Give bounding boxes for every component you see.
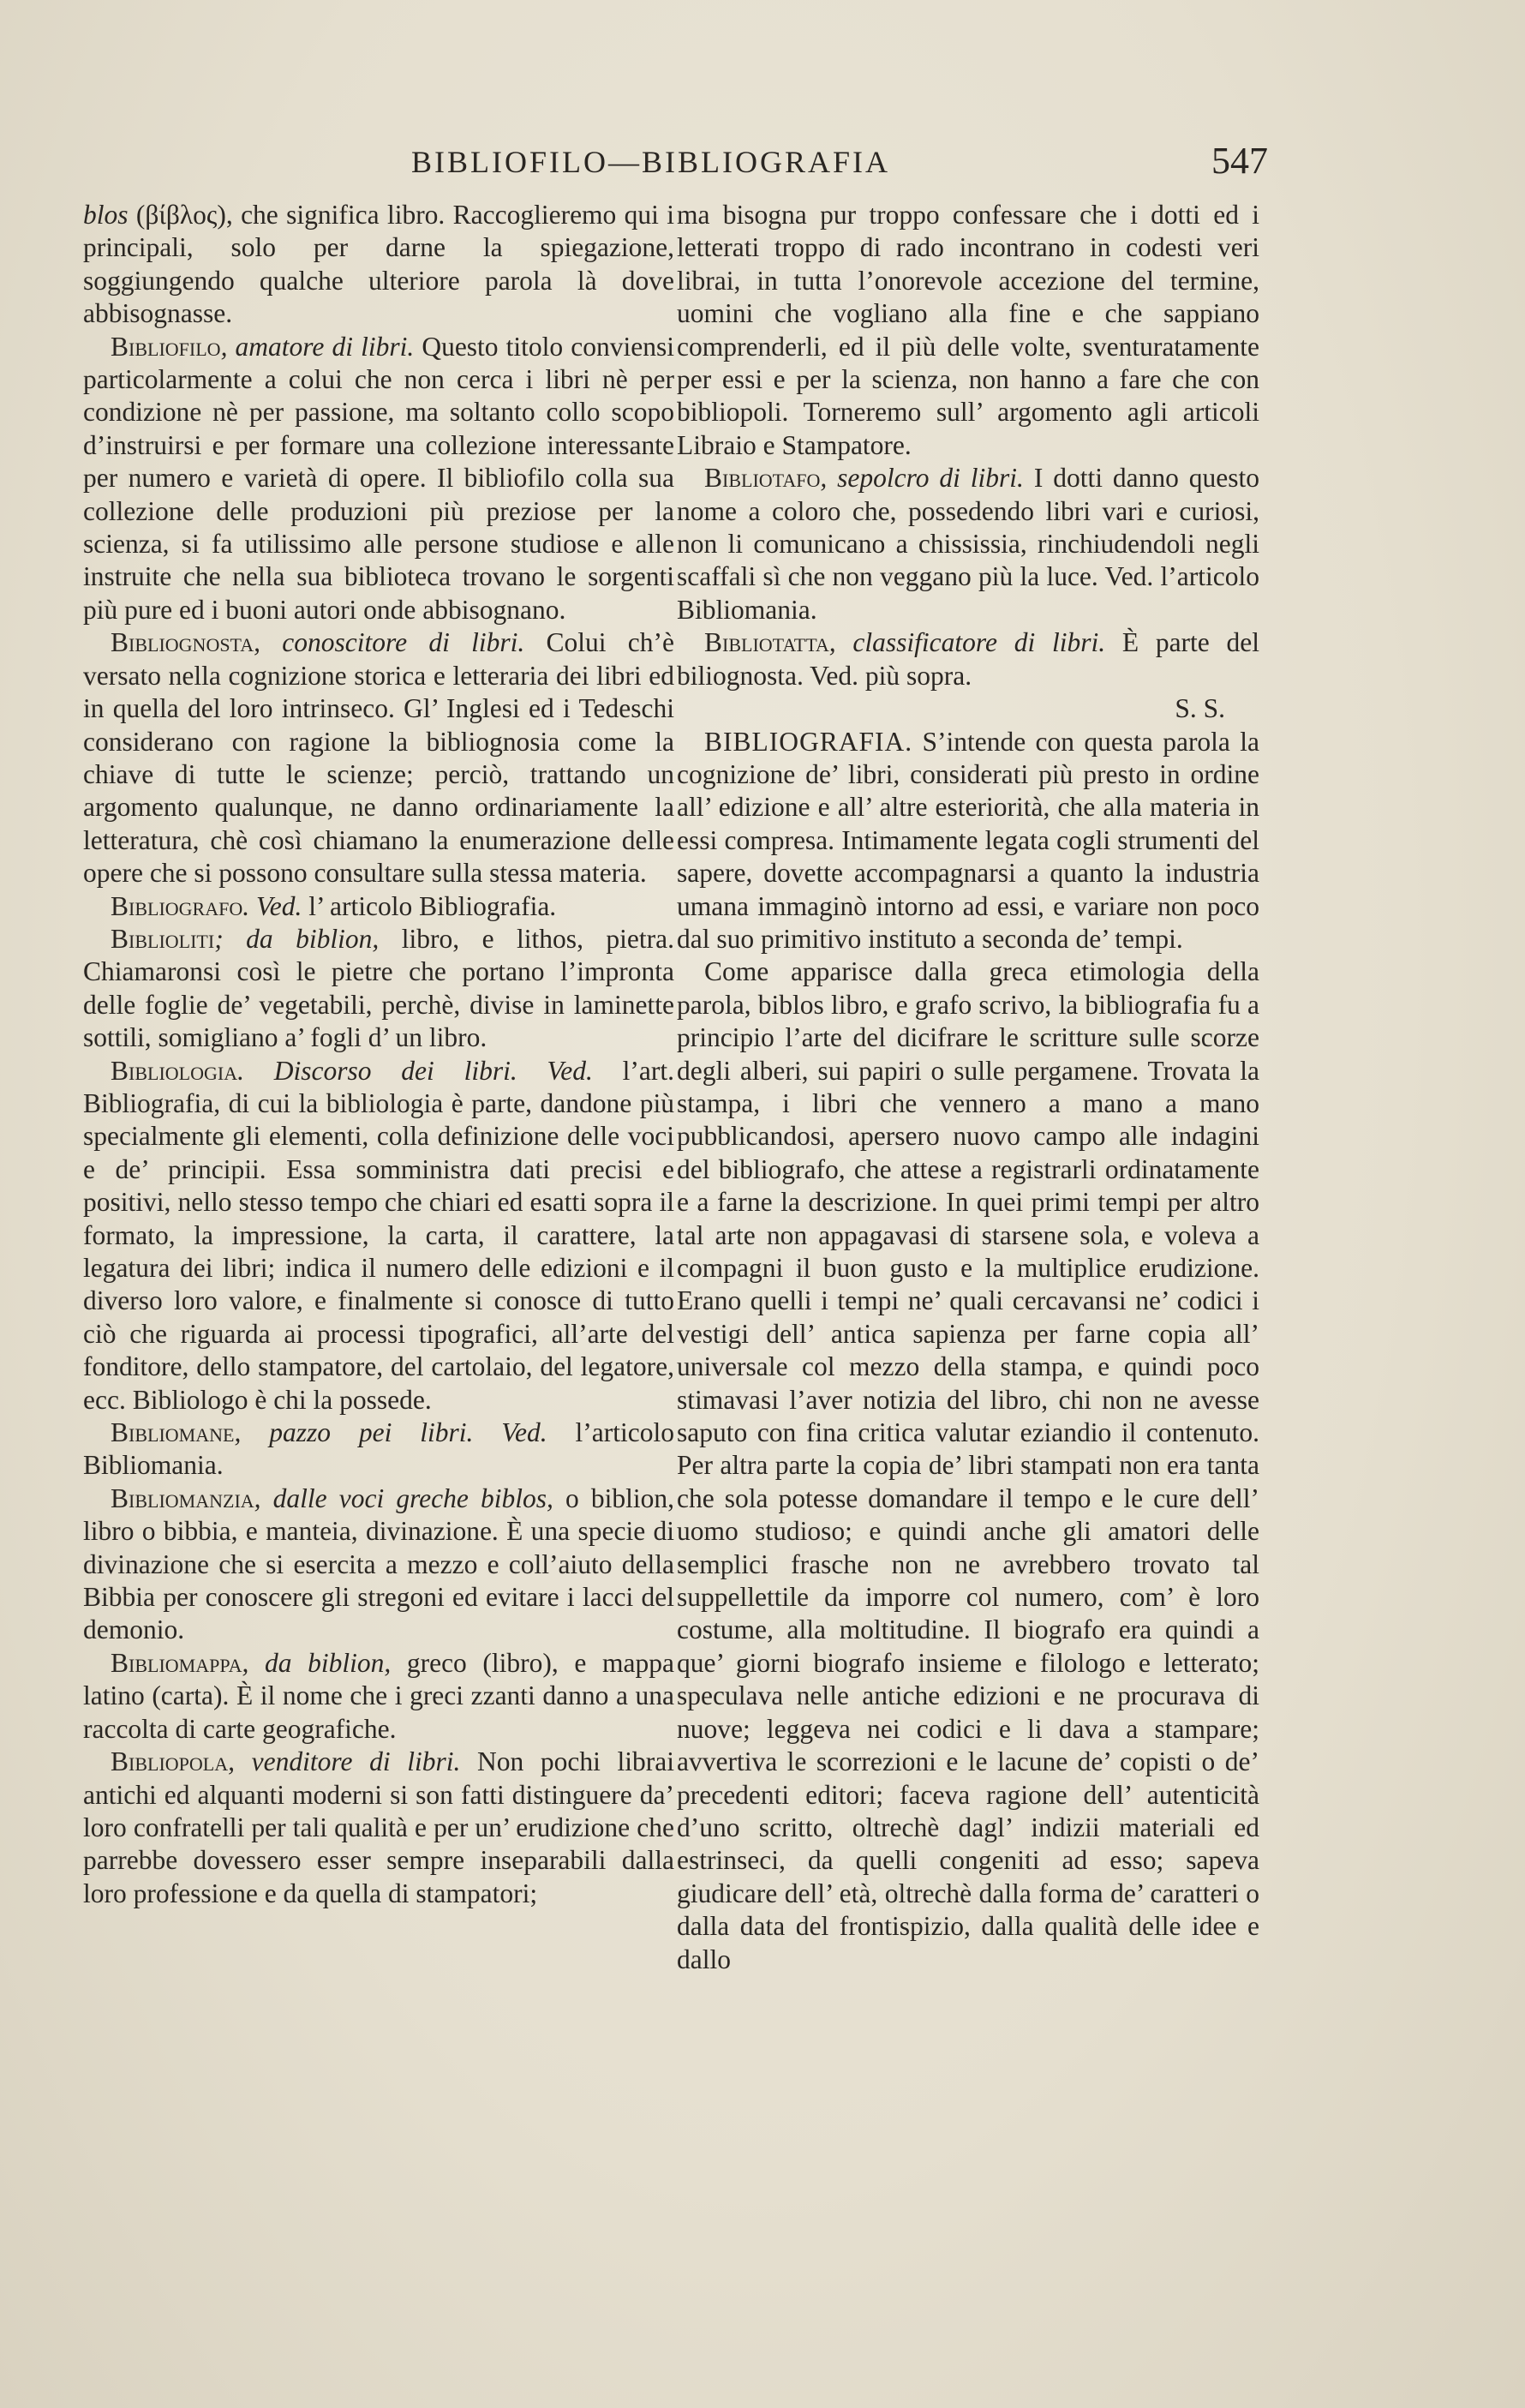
page-header (86, 140, 1268, 189)
entry-paragraph (677, 199, 1259, 462)
entry-text: l’articolo Bibliomania. (83, 1417, 674, 1481)
entry-text: È parte del biliognosta. Ved. più sopra. (677, 627, 1259, 691)
entry-text: l’ articolo Bibliografia. (302, 890, 557, 921)
entry-text: ma bisogna pur troppo confessare che i dotti ed i letterati troppo di rado incontrano in codesti veri librai, in tutta l’onorevole accezione del termine, uomini che vogliano alla fine e che sappiano comprenderli, ed il più delle volte, sventuratamente per essi e per la scienza, non hanno a fare che con bibliopoli. Torneremo sull’ argomento agli articoli Libraio e Stampatore. (677, 200, 1259, 460)
entry-paragraph (677, 726, 1259, 956)
entry-gloss: . Discorso dei libri. Ved. (237, 1055, 593, 1086)
entry-gloss: , da biblion, (242, 1647, 392, 1678)
entry-paragraph (677, 626, 1259, 692)
entry-gloss: ; da biblion, (214, 923, 380, 954)
entry-headword: Bibliofilo (111, 331, 221, 362)
entry-headword: Bibliognosta (111, 627, 254, 658)
author-signature: S. S. (1175, 693, 1225, 724)
entry-gloss: , sepolcro di libri. (820, 463, 1024, 494)
entry-text: Non pochi librai antichi ed alquanti moderni si son fatti distinguere da’ loro confratelli per tali qualità e per un’ erudizione che parrebbe dovessero esser sempre inseparabili dalla loro professione e da quella di stampatori; (83, 1746, 674, 1908)
entry-text: (βίβλος), che significa libro. Raccoglieremo qui i principali, solo per darne la spiegazione, soggiungendo qualche ulteriore parola là dove abbisognasse. (83, 200, 674, 329)
entry-gloss: , conoscitore di libri. (254, 627, 525, 658)
entry-paragraph (83, 331, 674, 627)
entry-paragraph (83, 1417, 674, 1483)
entry-paragraph (83, 923, 674, 1055)
entry-paragraph (677, 462, 1259, 626)
entry-gloss: , amatore di libri. (220, 331, 415, 362)
entry-headword: Bibliopola (111, 1746, 229, 1777)
entry-paragraph (83, 626, 674, 890)
entry-text: I dotti danno questo nome a coloro che, possedendo libri vari e curiosi, non li comunicano a chississia, rinchiudendoli negli scaffali sì che non veggano più la luce. Ved. l’articolo Bibliomania. (677, 463, 1259, 625)
entry-text: greco (libro), e mappa latino (carta). È il nome che i greci zzanti danno a una raccolta di carte geografiche. (83, 1647, 674, 1744)
entry-paragraph (83, 890, 674, 923)
entry-headword: Bibliomanzia (111, 1483, 254, 1513)
entry-text: Colui ch’è versato nella cognizione storica e letteraria dei libri ed in quella del loro intrinseco. Gl’ Inglesi ed i Tedeschi considerano con ragione la bibliognosia come la chiave di tutte le scienze; perciò, trattando un argomento qualunque, ne danno ordinariamente la letteratura, chè così chiamano la enumerazione delle opere che si possono consultare sulla stessa materia. (83, 627, 674, 889)
page-number: 547 (1211, 140, 1268, 182)
entry-gloss: , dalle voci greche biblos, (254, 1483, 553, 1513)
entry-headword: Bibliotafo (704, 463, 821, 494)
right-column (677, 199, 1259, 1976)
entry-text: o biblion, libro o bibbia, e manteia, divinazione. È una specie di divinazione che si esercita a mezzo e coll’aiuto della Bibbia per conoscere gli stregoni ed evitare i lacci del demonio. (83, 1483, 674, 1645)
entry-gloss: . Ved. (242, 890, 302, 921)
entry-text: Come apparisce dalla greca etimologia della parola, biblos libro, e grafo scrivo, la bibliografia fu a principio l’arte del dicifrare le scritture sulle scorze degli alberi, sui papiri o sulle pergamene. Trovata la stampa, i libri che vennero a mano a mano pubblicandosi, apersero nuovo campo alle indagini del bibliografo, che attese a registrarli ordinatamente e a farne la descrizione. In quei primi tempi per altro tal arte non appagavasi di starsene sola, e voleva a compagni il buon gusto e la multiplice erudizione. Erano quelli i tempi ne’ quali cercavansi ne’ codici i vestigi dell’ antica sapienza per farne copia all’ universale col mezzo della stampa, e quindi poco stimavasi l’aver notizia del libro, chi non ne avesse saputo con fina critica valutar eziandio il contenuto. Per altra parte la copia de’ libri stampati non era tanta che sola potesse domandare il tempo e le cure dell’ uomo studioso; e quindi anche gli amatori delle semplici frasche non ne avrebbero trovato tal suppellettile da imporre col numero, com’ è loro costume, alla moltitudine. Il biografo era quindi a que’ giorni biografo insieme e filologo e letterato; speculava nelle antiche edizioni e ne procurava di nuove; leggeva nei codici e li dava a stampare; avvertiva le scorrezioni e le lacune de’ copisti o de’ precedenti editori; faceva ragione dell’ autenticità d’uno scritto, oltrechè dagl’ indizii materiali ed estrinseci, da quelli congeniti ad esso; sapeva giudicare dell’ età, oltrechè dalla forma de’ caratteri o dalla data del frontispizio, dalla qualità delle idee e dallo (677, 956, 1259, 1974)
entry-text: Questo titolo conviensi particolarmente a colui che non cerca i libri nè per condizione nè per passione, ma soltanto collo scopo d’instruirsi e per formare una collezione interessante per numero e varietà di opere. Il bibliofilo colla sua collezione delle produzioni più preziose per la scienza, si fa utilissimo alle persone studiose e alle instruite che nella sua biblioteca trovano le sorgenti più pure ed i buoni autori onde abbisognano. (83, 331, 674, 625)
entry-paragraph (83, 1647, 674, 1746)
entry-lead: blos (83, 200, 129, 230)
entry-headword: Bibliografo (111, 890, 243, 921)
entry-gloss: , venditore di libri. (228, 1746, 461, 1777)
running-head: BIBLIOFILO—BIBLIOGRAFIA (411, 145, 890, 179)
entry-paragraph (83, 1746, 674, 1910)
entry-text: l’art. Bibliografia, di cui la bibliologia è parte, dandone più specialmente gli elementi, colla definizione delle voci e de’ principii. Essa somministra dati precisi e positivi, nello stesso tempo che chiari ed esatti sopra il formato, la impressione, la carta, il carattere, la legatura dei libri; indica il numero delle edizioni e il diverso loro valore, e finalmente si conosce di tutto ciò che riguarda ai processi tipografici, all’arte del fonditore, dello stampatore, del cartolaio, del legatore, ecc. Bibliologo è chi la possede. (83, 1055, 674, 1415)
entry-paragraph (83, 199, 674, 331)
article-heading: BIBLIOGRAFIA. (704, 726, 913, 757)
entry-headword: Bibliomappa (111, 1647, 242, 1678)
entry-paragraph (677, 955, 1259, 1976)
entry-paragraph (83, 1483, 674, 1647)
entry-gloss: , classificatore di libri. (828, 627, 1106, 658)
entry-headword: Bibliomane (111, 1417, 235, 1448)
entry-text: libro, e lithos, pietra. Chiamaronsi così le pietre che portano l’impronta delle foglie de’ vegetabili, perchè, divise in laminette sottili, somigliano a’ fogli d’ un libro. (83, 923, 674, 1053)
entry-paragraph (83, 1055, 674, 1417)
entry-headword: Bibliologia (111, 1055, 238, 1086)
left-column (83, 199, 674, 1910)
entry-text: S’intende con questa parola la cognizione de’ libri, considerati più presto in ordine all’ edizione e all’ altre esteriorità, che alla materia in essi compresa. Intimamente legata cogli strumenti del sapere, dovette accompagnarsi a quanto la industria umana immaginò intorno ad essi, e variare non poco dal suo primitivo instituto a seconda de’ tempi. (677, 726, 1259, 954)
entry-gloss: , pazzo pei libri. Ved. (234, 1417, 547, 1448)
entry-headword: Bibliotatta (704, 627, 829, 658)
entry-headword: Biblioliti (111, 923, 215, 954)
